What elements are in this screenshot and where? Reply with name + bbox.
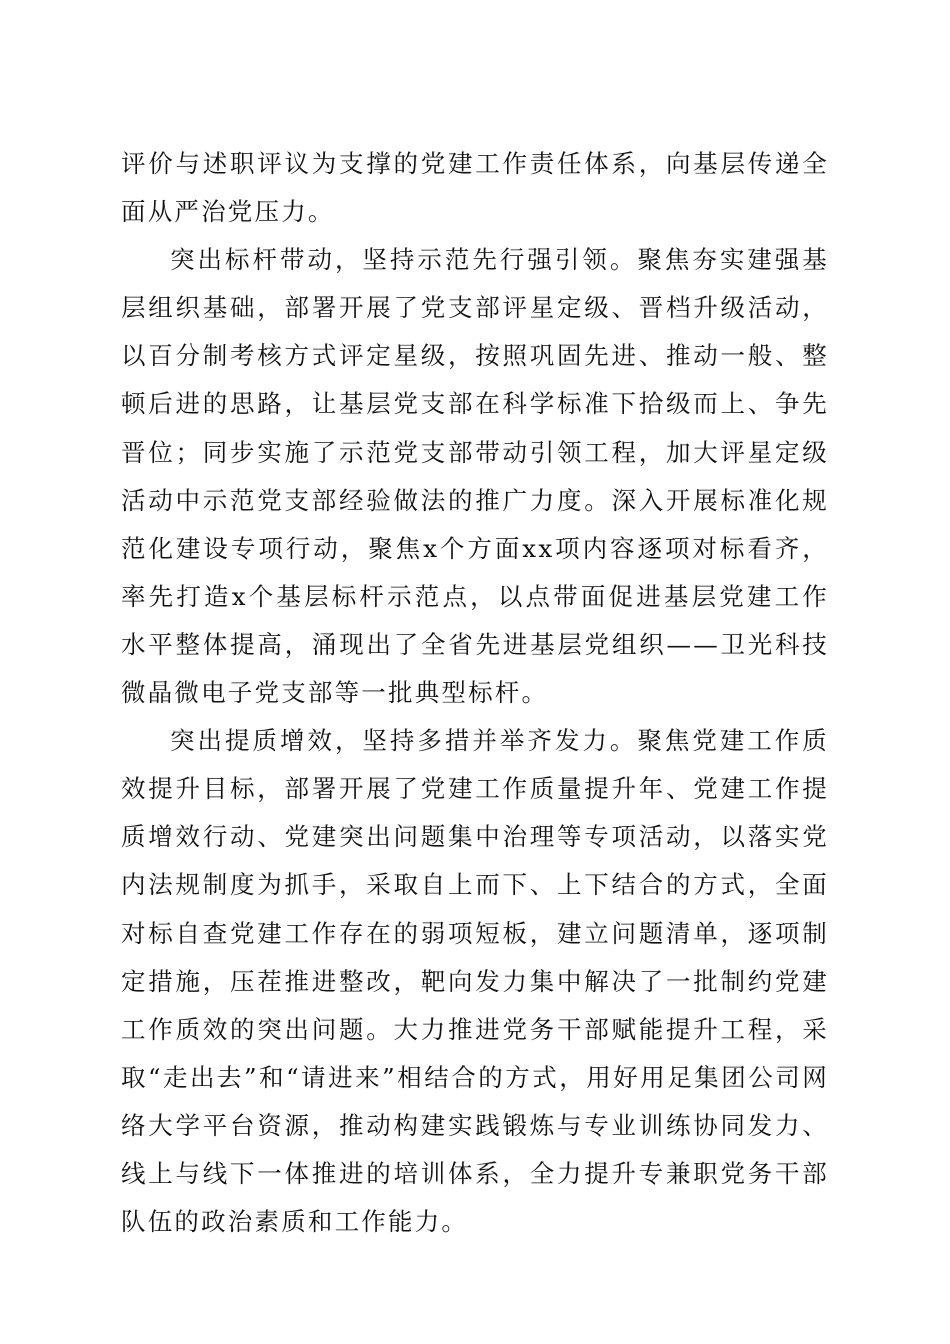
document-body	[121, 140, 829, 1246]
paragraph-continuation: 评价与述职评议为支撑的党建工作责任体系，向基层传递全面从严治党压力。	[121, 149, 829, 227]
paragraph-benchmark: 突出标杆带动，坚持示范先行强引领。聚焦夯实建强基层组织基础，部署开展了党支部评星定级、晋档升级活动，以百分制考核方式评定星级，按照巩固先进、推动一般、整顿后进的思路，让基层党支部在科学标准下拾级而上、争先晋位；同步实施了示范党支部带动引领工程，加大评星定级活动中示范党支部经验做法的推广力度。深入开展标准化规范化建设专项行动，聚焦x个方面xx项内容逐项对标看齐，率先打造x个基层标杆示范点，以点带面促进基层党建工作水平整体提高，涌现出了全省先进基层党组织——卫光科技微晶微电子党支部等一批典型标杆。	[121, 245, 829, 708]
paragraph-quality: 突出提质增效，坚持多措并举齐发力。聚焦党建工作质效提升目标，部署开展了党建工作质量提升年、党建工作提质增效行动、党建突出问题集中治理等专项活动，以落实党内法规制度为抓手，采取自上而下、上下结合的方式，全面对标自查党建工作存在的弱项短板，建立问题清单，逐项制定措施，压茬推进整改，靶向发力集中解决了一批制约党建工作质效的突出问题。大力推进党务干部赋能提升工程，采取“走出去”和“请进来”相结合的方式，用好用足集团公司网络大学平台资源，推动构建实践锻炼与专业训练协同发力、线上与线下一体推进的培训体系，全力提升专兼职党务干部队伍的政治素质和工作能力。	[121, 726, 829, 1237]
